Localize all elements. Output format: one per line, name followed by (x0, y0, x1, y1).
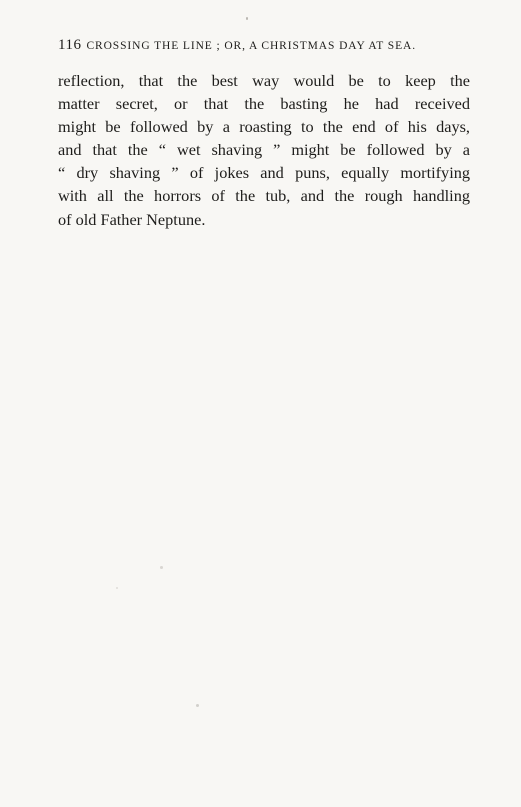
page-number: 116 (58, 37, 82, 53)
text-line-7: of old Father Neptune. (58, 209, 206, 229)
paper-speck (196, 704, 199, 707)
text-line-4: and that the “ wet shaving ” might be followed by a (58, 140, 470, 160)
text-line-5: “ dry shaving ” of jokes and puns, equally mortifying (58, 163, 470, 183)
text-line-1: reflection, that the best way would be to keep the (58, 71, 470, 90)
paper-speck (116, 587, 118, 589)
text-line-3: might be followed by a roasting to the end of his days, (58, 117, 470, 137)
running-title: CROSSING THE LINE ; OR, A CHRISTMAS DAY AT SEA. (86, 40, 416, 52)
paper-speck (160, 566, 163, 569)
text-line-2: matter secret, or that the basting he had received (58, 94, 470, 114)
running-head (58, 36, 478, 55)
text-line-6: with all the horrors of the tub, and the rough handling (58, 186, 470, 206)
paper-speck (246, 17, 248, 20)
body-paragraph (58, 69, 470, 231)
